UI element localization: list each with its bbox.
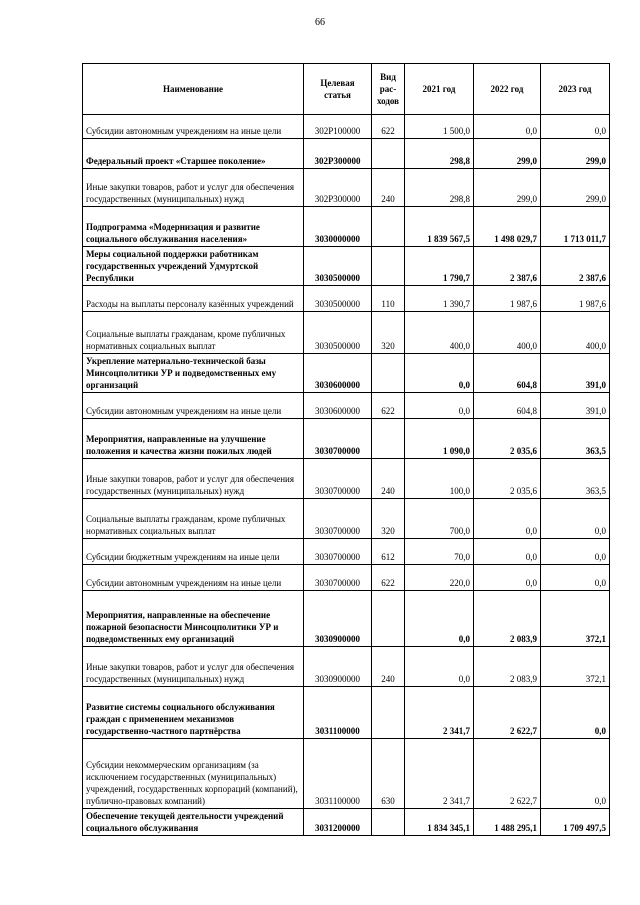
cell-2022: 1 987,6 [474, 286, 541, 312]
table-row [83, 539, 610, 565]
table-row [83, 115, 610, 139]
cell-vid: 320 [372, 499, 405, 539]
cell-2023: 363,5 [541, 419, 610, 459]
cell-2021: 70,0 [405, 539, 474, 565]
cell-code: 3030500000 [304, 247, 372, 286]
cell-2022: 0,0 [474, 539, 541, 565]
cell-2021: 400,0 [405, 312, 474, 354]
cell-2021: 2 341,7 [405, 739, 474, 809]
cell-code: 3030500000 [304, 312, 372, 354]
cell-vid: 630 [372, 739, 405, 809]
table-row [83, 354, 610, 393]
cell-code: 3031200000 [304, 809, 372, 836]
cell-2021: 1 790,7 [405, 247, 474, 286]
cell-name: Федеральный проект «Старшее поколение» [83, 139, 304, 169]
cell-name: Социальные выплаты гражданам, кроме публичных нормативных социальных выплат [83, 499, 304, 539]
cell-vid: 612 [372, 539, 405, 565]
cell-code: 3030700000 [304, 499, 372, 539]
cell-vid [372, 809, 405, 836]
table-row [83, 565, 610, 591]
table-row [83, 687, 610, 739]
cell-2021: 1 090,0 [405, 419, 474, 459]
table-row [83, 739, 610, 809]
table-row [83, 247, 610, 286]
table-row [83, 499, 610, 539]
cell-2023: 363,5 [541, 459, 610, 499]
cell-vid [372, 354, 405, 393]
table-header-row [83, 64, 610, 115]
cell-code: 302P300000 [304, 139, 372, 169]
cell-vid: 110 [372, 286, 405, 312]
cell-2023: 299,0 [541, 139, 610, 169]
cell-2022: 2 083,9 [474, 591, 541, 647]
cell-2021: 1 390,7 [405, 286, 474, 312]
cell-name: Субсидии некоммерческим организациям (за исключением государственных (муниципальных) учреждений, государственных корпораций (компаний), публично-правовых компаний) [83, 739, 304, 809]
table-row [83, 419, 610, 459]
cell-name: Мероприятия, направленные на улучшение положения и качества жизни пожилых людей [83, 419, 304, 459]
table-row [83, 647, 610, 687]
cell-code: 3030700000 [304, 419, 372, 459]
table-row [83, 286, 610, 312]
cell-2022: 400,0 [474, 312, 541, 354]
table-row [83, 139, 610, 169]
cell-2022: 2 622,7 [474, 687, 541, 739]
cell-vid: 622 [372, 565, 405, 591]
table-row [83, 591, 610, 647]
cell-2022: 299,0 [474, 139, 541, 169]
cell-vid [372, 687, 405, 739]
cell-2021: 100,0 [405, 459, 474, 499]
cell-2021: 0,0 [405, 647, 474, 687]
cell-code: 3030600000 [304, 354, 372, 393]
cell-vid [372, 591, 405, 647]
cell-2022: 1 488 295,1 [474, 809, 541, 836]
cell-vid [372, 247, 405, 286]
cell-2021: 220,0 [405, 565, 474, 591]
cell-code: 3030700000 [304, 565, 372, 591]
cell-2023: 0,0 [541, 565, 610, 591]
cell-name: Иные закупки товаров, работ и услуг для обеспечения государственных (муниципальных) нужд [83, 459, 304, 499]
cell-2022: 0,0 [474, 115, 541, 139]
cell-2023: 391,0 [541, 354, 610, 393]
cell-name: Меры социальной поддержки работникам государственных учреждений Удмуртской Республики [83, 247, 304, 286]
cell-2023: 0,0 [541, 687, 610, 739]
cell-name: Субсидии автономным учреждениям на иные цели [83, 115, 304, 139]
cell-vid: 240 [372, 169, 405, 207]
cell-name: Расходы на выплаты персоналу казённых учреждений [83, 286, 304, 312]
cell-2023: 0,0 [541, 539, 610, 565]
table-row [83, 393, 610, 419]
cell-2022: 604,8 [474, 393, 541, 419]
table-row [83, 207, 610, 247]
cell-name: Субсидии бюджетным учреждениям на иные цели [83, 539, 304, 565]
cell-2021: 2 341,7 [405, 687, 474, 739]
cell-2023: 2 387,6 [541, 247, 610, 286]
cell-name: Социальные выплаты гражданам, кроме публичных нормативных социальных выплат [83, 312, 304, 354]
cell-2022: 2 083,9 [474, 647, 541, 687]
cell-2021: 0,0 [405, 591, 474, 647]
table-row [83, 312, 610, 354]
cell-code: 302P100000 [304, 115, 372, 139]
cell-name: Иные закупки товаров, работ и услуг для обеспечения государственных (муниципальных) нужд [83, 169, 304, 207]
cell-vid: 622 [372, 115, 405, 139]
table-row [83, 809, 610, 836]
header-name: Наименование [83, 64, 304, 115]
cell-2022: 604,8 [474, 354, 541, 393]
cell-2022: 0,0 [474, 565, 541, 591]
cell-vid: 320 [372, 312, 405, 354]
cell-2023: 372,1 [541, 591, 610, 647]
cell-2022: 2 035,6 [474, 459, 541, 499]
cell-code: 3030900000 [304, 591, 372, 647]
cell-2023: 391,0 [541, 393, 610, 419]
cell-2023: 1 713 011,7 [541, 207, 610, 247]
cell-name: Подпрограмма «Модернизация и развитие социального обслуживания населения» [83, 207, 304, 247]
cell-vid [372, 139, 405, 169]
cell-code: 3030600000 [304, 393, 372, 419]
cell-code: 3030500000 [304, 286, 372, 312]
page-number: 66 [315, 17, 325, 28]
cell-2022: 2 387,6 [474, 247, 541, 286]
cell-code: 3030000000 [304, 207, 372, 247]
cell-code: 3030700000 [304, 539, 372, 565]
table-row [83, 459, 610, 499]
header-2021: 2021 год [405, 64, 474, 115]
table-row [83, 169, 610, 207]
header-2023: 2023 год [541, 64, 610, 115]
header-code: Целевая статья [304, 64, 372, 115]
cell-2023: 400,0 [541, 312, 610, 354]
budget-table [82, 63, 610, 836]
cell-name: Обеспечение текущей деятельности учреждений социального обслуживания [83, 809, 304, 836]
cell-name: Субсидии автономным учреждениям на иные цели [83, 565, 304, 591]
cell-vid [372, 207, 405, 247]
cell-vid: 240 [372, 459, 405, 499]
cell-name: Иные закупки товаров, работ и услуг для обеспечения государственных (муниципальных) нужд [83, 647, 304, 687]
cell-vid: 622 [372, 393, 405, 419]
cell-2023: 1 709 497,5 [541, 809, 610, 836]
cell-2023: 1 987,6 [541, 286, 610, 312]
cell-2022: 1 498 029,7 [474, 207, 541, 247]
cell-code: 3030700000 [304, 459, 372, 499]
cell-2022: 0,0 [474, 499, 541, 539]
cell-2021: 298,8 [405, 139, 474, 169]
cell-2021: 700,0 [405, 499, 474, 539]
cell-2023: 0,0 [541, 499, 610, 539]
cell-2023: 0,0 [541, 739, 610, 809]
cell-2021: 1 839 567,5 [405, 207, 474, 247]
cell-vid [372, 419, 405, 459]
cell-code: 3031100000 [304, 739, 372, 809]
cell-code: 3030900000 [304, 647, 372, 687]
cell-2022: 2 622,7 [474, 739, 541, 809]
cell-name: Мероприятия, направленные на обеспечение пожарной безопасности Минсоцполитики УР и подведомственных ему организаций [83, 591, 304, 647]
cell-name: Развитие системы социального обслуживания граждан с применением механизмов государственно-частного партнёрства [83, 687, 304, 739]
cell-2023: 372,1 [541, 647, 610, 687]
cell-2022: 299,0 [474, 169, 541, 207]
cell-code: 302P300000 [304, 169, 372, 207]
cell-name: Субсидии автономным учреждениям на иные цели [83, 393, 304, 419]
cell-2021: 1 834 345,1 [405, 809, 474, 836]
cell-2022: 2 035,6 [474, 419, 541, 459]
header-vid: Вид рас-ходов [372, 64, 405, 115]
table-body [83, 115, 610, 836]
cell-2021: 0,0 [405, 393, 474, 419]
cell-vid: 240 [372, 647, 405, 687]
cell-2023: 299,0 [541, 169, 610, 207]
cell-2021: 1 500,0 [405, 115, 474, 139]
cell-code: 3031100000 [304, 687, 372, 739]
cell-2021: 298,8 [405, 169, 474, 207]
cell-2021: 0,0 [405, 354, 474, 393]
header-2022: 2022 год [474, 64, 541, 115]
cell-2023: 0,0 [541, 115, 610, 139]
cell-name: Укрепление материально-технической базы Минсоцполитики УР и подведомственных ему организаций [83, 354, 304, 393]
